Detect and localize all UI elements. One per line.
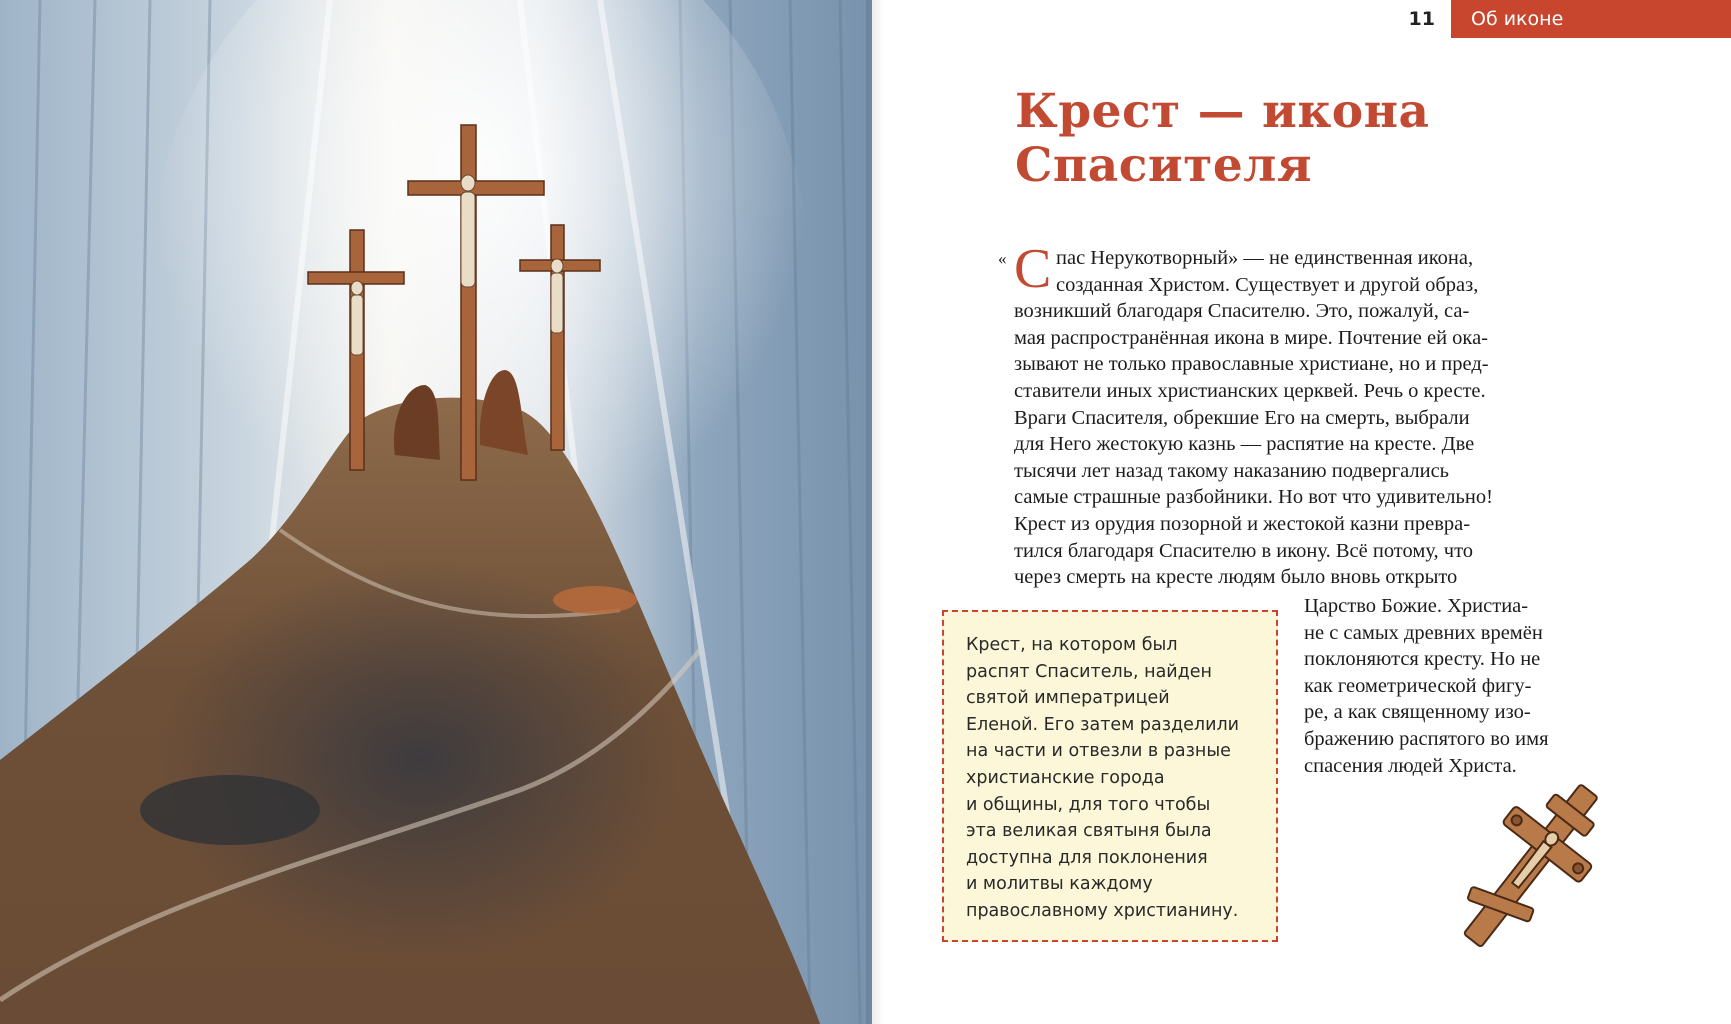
body-line: не с самых древних времён: [1304, 621, 1543, 644]
body-line: зывают не только православные христиане, но и пред-: [1014, 353, 1489, 376]
note-line: на части и отвезли в разные: [966, 741, 1231, 762]
body-line: тысячи лет назад такому наказанию подвергались: [1014, 459, 1450, 482]
body-line: через смерть на кресте людям было вновь открыто: [1014, 566, 1458, 589]
body-line: ре, а как священному изо-: [1304, 701, 1531, 724]
body-line: пас Нерукотворный» — не единственная икона,: [1056, 247, 1474, 269]
body-line: мая распространённая икона в мире. Почтение ей ока-: [1014, 326, 1488, 349]
body-line: тился благодаря Спасителю в икону. Всё потому, что: [1014, 539, 1474, 562]
note-line: и общины, для того чтобы: [966, 794, 1211, 815]
bleed-through-text: [1440, 100, 1456, 154]
note-line: распят Спаситель, найден: [966, 661, 1212, 682]
orthodox-cross-icon: [1440, 765, 1620, 965]
body-line: самые страшные разбойники. Но вот что удивительно!: [1014, 486, 1493, 509]
body-line: Враги Спасителя, обрекшие Его на смерть, выбрали: [1014, 406, 1470, 429]
note-line: доступна для поклонения: [966, 847, 1208, 868]
open-quote: «: [998, 249, 1007, 268]
book-gutter-shadow: [866, 0, 884, 1024]
title-line-2: Спасителя: [1015, 138, 1313, 193]
note-line: христианские города: [966, 767, 1165, 788]
note-line: эта великая святыня была: [966, 821, 1212, 842]
note-line: и молитвы каждому: [966, 874, 1153, 895]
page-title: [1015, 85, 1430, 193]
section-tab: Об иконе: [1451, 0, 1731, 38]
note-line: Еленой. Его затем разделили: [966, 714, 1240, 735]
article-body-continuation: [1304, 593, 1634, 779]
body-line: для Него жестокую казнь — распятие на кресте. Две: [1014, 433, 1475, 456]
body-line: Крест из орудия позорной и жестокой казни превра-: [1014, 512, 1471, 535]
orthodox-cross-image: [1440, 765, 1620, 970]
body-line: созданная Христом. Существует и другой образ,: [1056, 273, 1479, 296]
note-line: православному христианину.: [966, 900, 1239, 921]
note-line: святой императрицей: [966, 688, 1170, 709]
drop-cap: С: [1014, 238, 1052, 300]
body-line: бражению распятого во имя: [1304, 727, 1549, 750]
body-line: Царство Божие. Христиа-: [1304, 595, 1529, 617]
body-line: спасения людей Христа.: [1304, 754, 1517, 777]
sidebar-note: [942, 610, 1278, 942]
page-header: [1409, 0, 1731, 38]
body-line: как геометрической фигу-: [1304, 674, 1532, 697]
title-line-1: Крест — икона: [1015, 84, 1430, 139]
note-line: Крест, на котором был: [966, 635, 1178, 655]
body-line: возникший благодаря Спасителю. Это, пожалуй, са-: [1014, 300, 1470, 323]
article-body: [998, 238, 1614, 591]
body-line: ставители иных христианских церквей. Речь о кресте.: [1014, 379, 1486, 402]
body-line: поклоняются кресту. Но не: [1304, 648, 1541, 671]
page-number: 11: [1408, 8, 1435, 30]
